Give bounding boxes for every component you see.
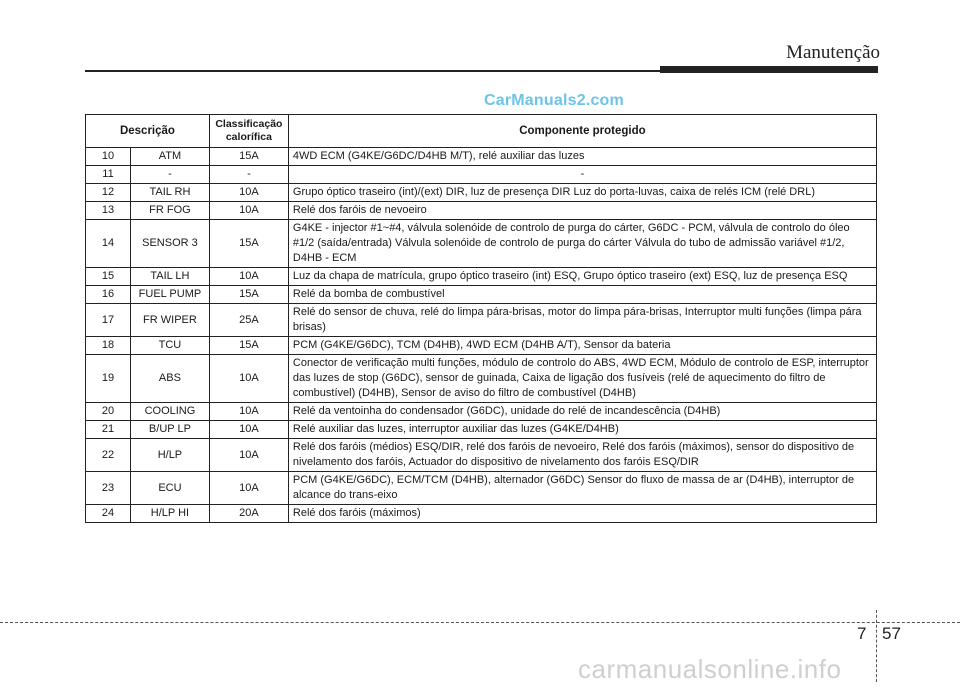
table-row — [86, 220, 877, 268]
fuse-name-cell: H/LP HI — [130, 505, 209, 523]
fuse-number-cell: 20 — [86, 403, 131, 421]
fuse-rating-cell: 10A — [209, 403, 288, 421]
fuse-rating-cell: 15A — [209, 148, 288, 166]
fuse-name-cell: COOLING — [130, 403, 209, 421]
fuse-name-cell: SENSOR 3 — [130, 220, 209, 268]
fuse-component-cell: PCM (G4KE/G6DC), ECM/TCM (D4HB), alternador (G6DC) Sensor do fluxo de massa de ar (D4HB), interruptor de alcance do trans-eixo — [288, 472, 876, 505]
fuse-name-cell: ECU — [130, 472, 209, 505]
table-row — [86, 148, 877, 166]
fuse-component-cell: 4WD ECM (G4KE/G6DC/D4HB M/T), relé auxiliar das luzes — [288, 148, 876, 166]
header-rule-thick — [660, 66, 878, 73]
table-row — [86, 304, 877, 337]
fuse-name-cell: H/LP — [130, 439, 209, 472]
header-component: Componente protegido — [288, 115, 876, 148]
footer-rule — [0, 622, 960, 623]
fuse-component-cell: Relé dos faróis de nevoeiro — [288, 202, 876, 220]
table-row — [86, 355, 877, 403]
fuse-component-cell: Relé dos faróis (máximos) — [288, 505, 876, 523]
table-row — [86, 166, 877, 184]
fuse-number-cell: 21 — [86, 421, 131, 439]
fuse-number-cell: 19 — [86, 355, 131, 403]
fuse-component-cell: PCM (G4KE/G6DC), TCM (D4HB), 4WD ECM (D4HB A/T), Sensor da bateria — [288, 337, 876, 355]
fuse-name-cell: TAIL LH — [130, 268, 209, 286]
fuse-component-cell: Relé da bomba de combustível — [288, 286, 876, 304]
fuse-rating-cell: 15A — [209, 286, 288, 304]
fuse-component-cell: Relé auxiliar das luzes, interruptor auxiliar das luzes (G4KE/D4HB) — [288, 421, 876, 439]
fuse-number-cell: 13 — [86, 202, 131, 220]
fuse-rating-cell: - — [209, 166, 288, 184]
fuse-rating-cell: 25A — [209, 304, 288, 337]
fuse-name-cell: FUEL PUMP — [130, 286, 209, 304]
watermark-bottom: carmanualsonline.info — [578, 654, 842, 684]
fuse-component-cell: Luz da chapa de matrícula, grupo óptico traseiro (int) ESQ, Grupo óptico traseiro (ext) ESQ, luz de presença ESQ — [288, 268, 876, 286]
table-row — [86, 505, 877, 523]
table-header-row — [86, 115, 877, 148]
fuse-component-cell: - — [288, 166, 876, 184]
fuse-name-cell: FR FOG — [130, 202, 209, 220]
footer-divider — [876, 610, 877, 682]
table-row — [86, 202, 877, 220]
fuse-number-cell: 23 — [86, 472, 131, 505]
fuse-number-cell: 11 — [86, 166, 131, 184]
fuse-name-cell: FR WIPER — [130, 304, 209, 337]
fuse-name-cell: ABS — [130, 355, 209, 403]
fuse-number-cell: 15 — [86, 268, 131, 286]
table-row — [86, 403, 877, 421]
header-description: Descrição — [86, 115, 210, 148]
fuse-number-cell: 24 — [86, 505, 131, 523]
table-row — [86, 184, 877, 202]
fuse-component-cell: Grupo óptico traseiro (int)/(ext) DIR, luz de presença DIR Luz do porta-luvas, caixa de relés ICM (relé DRL) — [288, 184, 876, 202]
table-body — [86, 148, 877, 523]
table-row — [86, 286, 877, 304]
fuse-rating-cell: 10A — [209, 268, 288, 286]
fuse-rating-cell: 10A — [209, 439, 288, 472]
fuse-rating-cell: 10A — [209, 472, 288, 505]
fuse-name-cell: - — [130, 166, 209, 184]
fuse-rating-cell: 15A — [209, 337, 288, 355]
fuse-rating-cell: 10A — [209, 355, 288, 403]
fuse-component-cell: Relé dos faróis (médios) ESQ/DIR, relé dos faróis de nevoeiro, Relé dos faróis (máximos), sensor do dispositivo de nivelamento dos faróis, Actuador do dispositivo de nivelamento dos faróis ESQ/DIR — [288, 439, 876, 472]
table-row — [86, 337, 877, 355]
fuse-name-cell: TAIL RH — [130, 184, 209, 202]
fuse-number-cell: 18 — [86, 337, 131, 355]
fuse-component-cell: Relé do sensor de chuva, relé do limpa pára-brisas, motor do limpa pára-brisas, Interruptor multi funções (limpa pára brisas) — [288, 304, 876, 337]
fuse-name-cell: TCU — [130, 337, 209, 355]
fuse-rating-cell: 10A — [209, 184, 288, 202]
fuse-rating-cell: 20A — [209, 505, 288, 523]
fuse-name-cell: B/UP LP — [130, 421, 209, 439]
watermark-top: CarManuals2.com — [484, 92, 624, 109]
fuse-table — [85, 114, 877, 523]
fuse-component-cell: Conector de verificação multi funções, módulo de controlo do ABS, 4WD ECM, Módulo de controlo de ESP, interruptor das luzes de stop (G6DC), sensor de guinada, Caixa de ligação dos fusíveis (relé de aquecimento do filtro de combustível) (D4HB), Sensor de aviso do filtro de combustível (D4HB) — [288, 355, 876, 403]
fuse-component-cell: G4KE - injector #1~#4, válvula solenóide de controlo de purga do cárter, G6DC - PCM, válvula de controlo do óleo #1/2 (saída/entrada) Válvula solenóide de controlo de purga do cárter Válvula do tubo de admissão variável #1/2, D4HB - ECM — [288, 220, 876, 268]
fuse-number-cell: 17 — [86, 304, 131, 337]
chapter-number: 7 — [857, 624, 867, 643]
fuse-rating-cell: 10A — [209, 421, 288, 439]
fuse-number-cell: 14 — [86, 220, 131, 268]
section-title: Manutenção — [786, 42, 880, 63]
fuse-number-cell: 16 — [86, 286, 131, 304]
header-rating: Classificação calorífica — [209, 115, 288, 148]
page-number: 57 — [882, 624, 901, 643]
table-row — [86, 421, 877, 439]
fuse-number-cell: 22 — [86, 439, 131, 472]
fuse-rating-cell: 10A — [209, 202, 288, 220]
fuse-name-cell: ATM — [130, 148, 209, 166]
fuse-rating-cell: 15A — [209, 220, 288, 268]
table-row — [86, 439, 877, 472]
header-rule — [85, 70, 660, 72]
table-row — [86, 472, 877, 505]
fuse-number-cell: 10 — [86, 148, 131, 166]
fuse-component-cell: Relé da ventoinha do condensador (G6DC), unidade do relé de incandescência (D4HB) — [288, 403, 876, 421]
fuse-number-cell: 12 — [86, 184, 131, 202]
table-row — [86, 268, 877, 286]
